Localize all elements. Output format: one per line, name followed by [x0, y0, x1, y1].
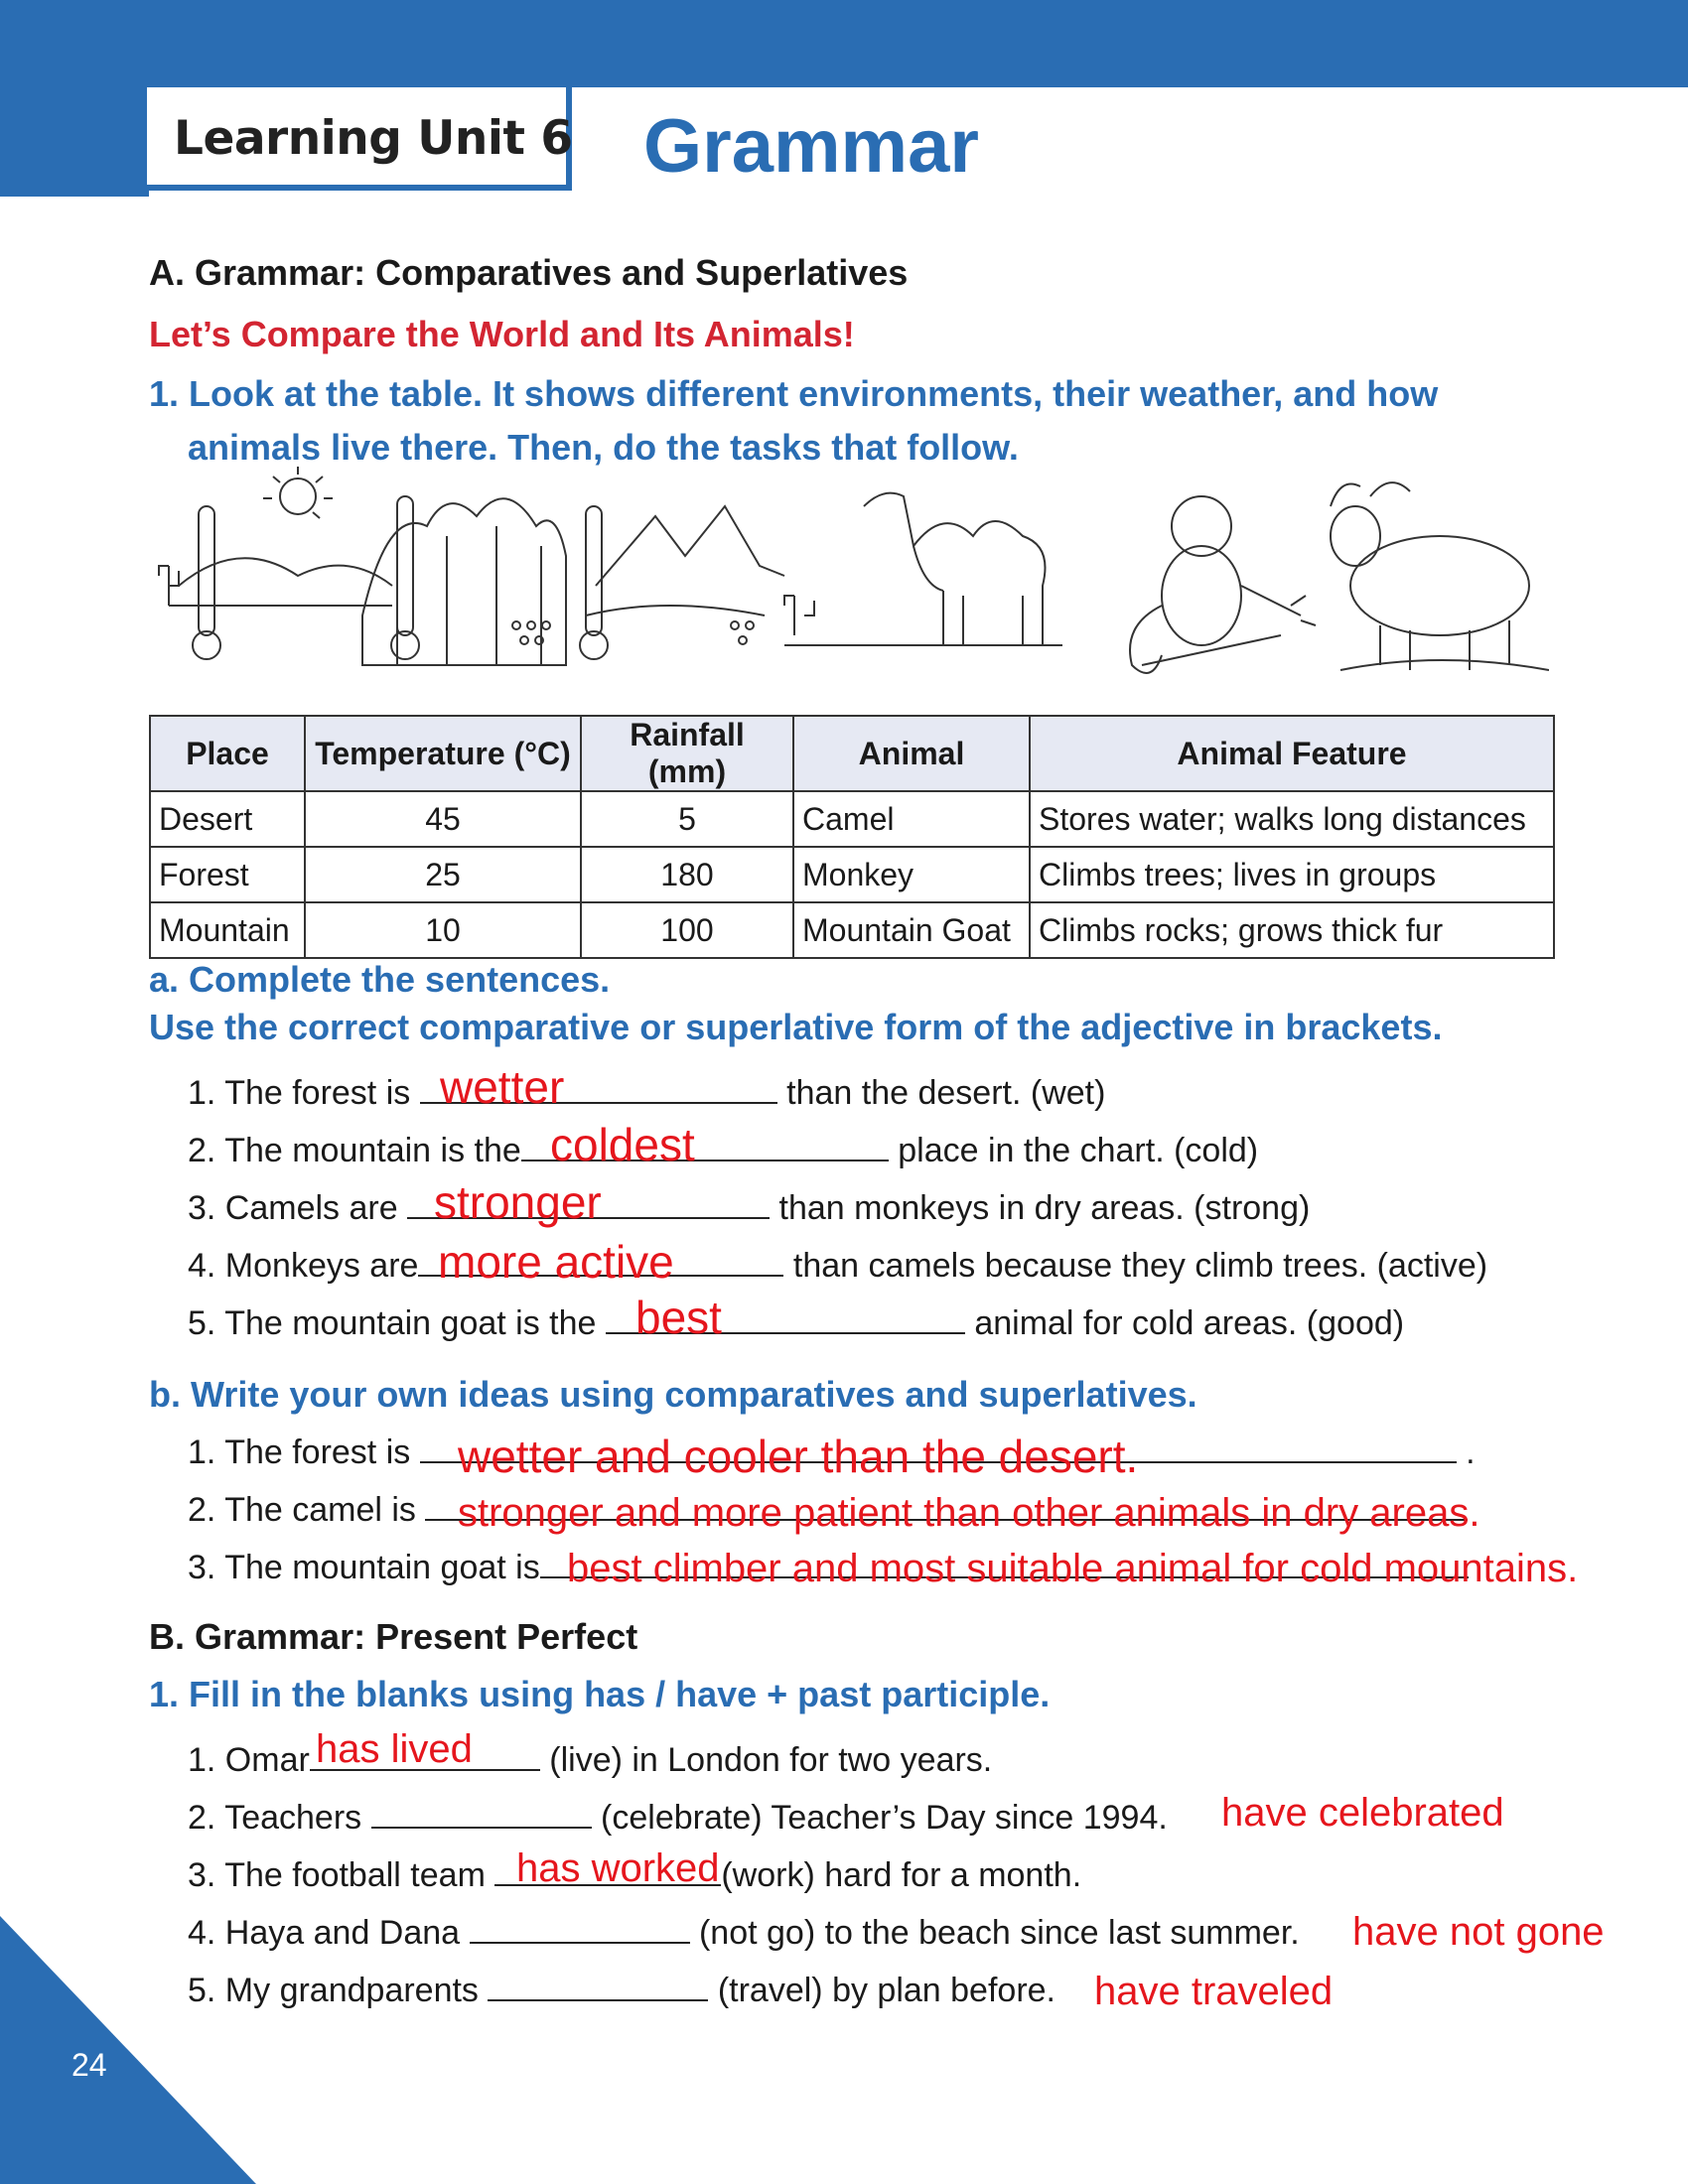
part-b-item-1: 1. The forest is . — [188, 1433, 1476, 1471]
section-b-heading: B. Grammar: Present Perfect — [149, 1616, 638, 1657]
cell-temperature: 45 — [305, 791, 581, 847]
cell-temperature: 10 — [305, 902, 581, 958]
header-bar — [0, 0, 1688, 87]
section-b-item-4: 4. Haya and Dana (not go) to the beach since last summer. — [188, 1914, 1300, 1952]
handwritten-answer: coldest — [550, 1119, 695, 1170]
section-b-instruction: 1. Fill in the blanks using has / have + past participle. — [149, 1674, 1051, 1714]
table-row — [150, 902, 1554, 958]
handwritten-answer: has lived — [316, 1727, 473, 1771]
handwritten-answer: more active — [438, 1236, 674, 1288]
part-a-heading: a. Complete the sentences. — [149, 959, 611, 1000]
cell-feature: Climbs rocks; grows thick fur — [1030, 902, 1554, 958]
answer-blank[interactable] — [470, 1914, 690, 1944]
handwritten-answer: stronger — [434, 1176, 602, 1228]
camel-icon — [784, 493, 1062, 645]
cell-rainfall: 100 — [581, 902, 793, 958]
table-header-row — [150, 716, 1554, 791]
part-b-item-3: 3. The mountain goat is — [188, 1549, 1469, 1587]
handwritten-answer: have traveled — [1094, 1970, 1334, 2013]
cell-temperature: 25 — [305, 847, 581, 902]
part-b-item-2: 2. The camel is — [188, 1491, 1468, 1530]
part-a-item-5: 5. The mountain goat is the animal for cold areas. (good) — [188, 1304, 1405, 1342]
cell-place: Mountain — [150, 902, 305, 958]
cell-animal: Mountain Goat — [793, 902, 1030, 958]
section-b-item-1: 1. Omar (live) in London for two years. — [188, 1741, 993, 1779]
handwritten-answer: best climber and most suitable animal for cold mountains. — [567, 1547, 1579, 1590]
environment-table — [149, 715, 1555, 959]
goat-icon — [1331, 482, 1549, 670]
corner-decoration — [0, 1916, 256, 2184]
part-b-heading: b. Write your own ideas using comparatives and superlatives. — [149, 1374, 1197, 1415]
header-animal-feature: Animal Feature — [1030, 716, 1554, 791]
instruction-1-line2: animals live there. Then, do the tasks that follow. — [188, 427, 1019, 468]
unit-label: Learning Unit 6 — [174, 111, 573, 166]
cell-animal: Monkey — [793, 847, 1030, 902]
section-a-heading: A. Grammar: Comparatives and Superlatives — [149, 252, 909, 293]
header-temperature: Temperature (°C) — [305, 716, 581, 791]
handwritten-answer: wetter — [440, 1061, 565, 1113]
cell-rainfall: 5 — [581, 791, 793, 847]
page-number: 24 — [71, 2047, 107, 2083]
handwritten-answer: stronger and more patient than other animals in dry areas. — [458, 1491, 1480, 1535]
handwritten-answer: has worked — [516, 1846, 720, 1890]
header-place: Place — [150, 716, 305, 791]
cell-feature: Stores water; walks long distances — [1030, 791, 1554, 847]
answer-blank[interactable] — [371, 1799, 592, 1829]
cell-feature: Climbs trees; lives in groups — [1030, 847, 1554, 902]
part-a-instruction: Use the correct comparative or superlative form of the adjective in brackets. — [149, 1007, 1443, 1047]
mountain-icon — [580, 506, 784, 659]
table-row — [150, 791, 1554, 847]
section-a-subtitle: Let’s Compare the World and Its Animals! — [149, 314, 855, 354]
section-b-item-3: 3. The football team (work) hard for a month. — [188, 1856, 1082, 1894]
header-animal: Animal — [793, 716, 1030, 791]
forest-icon — [362, 496, 566, 665]
cell-place: Forest — [150, 847, 305, 902]
cell-rainfall: 180 — [581, 847, 793, 902]
handwritten-answer: wetter and cooler than the desert. — [458, 1431, 1139, 1482]
answer-blank[interactable] — [488, 1972, 708, 2001]
part-a-item-4: 4. Monkeys are than camels because they climb trees. (active) — [188, 1247, 1488, 1285]
section-b-item-2: 2. Teachers (celebrate) Teacher’s Day since 1994. — [188, 1799, 1168, 1837]
part-a-item-1: 1. The forest is than the desert. (wet) — [188, 1074, 1106, 1112]
table-row — [150, 847, 1554, 902]
handwritten-answer: have celebrated — [1221, 1791, 1504, 1835]
cell-place: Desert — [150, 791, 305, 847]
cell-animal: Camel — [793, 791, 1030, 847]
section-b-item-5: 5. My grandparents (travel) by plan before. — [188, 1972, 1056, 2009]
part-a-item-2: 2. The mountain is the place in the chart. (cold) — [188, 1132, 1259, 1169]
desert-icon — [159, 467, 392, 659]
header-accent — [0, 87, 149, 197]
header-rainfall: Rainfall (mm) — [581, 716, 793, 791]
page-title: Grammar — [643, 104, 979, 189]
instruction-1-line1: 1. Look at the table. It shows different environments, their weather, and how — [149, 373, 1439, 414]
handwritten-answer: have not gone — [1352, 1910, 1605, 1954]
handwritten-answer: best — [635, 1292, 722, 1343]
monkey-icon — [1130, 496, 1316, 673]
part-a-item-3: 3. Camels are than monkeys in dry areas. (strong) — [188, 1189, 1311, 1227]
illustration-strip — [149, 467, 1549, 695]
